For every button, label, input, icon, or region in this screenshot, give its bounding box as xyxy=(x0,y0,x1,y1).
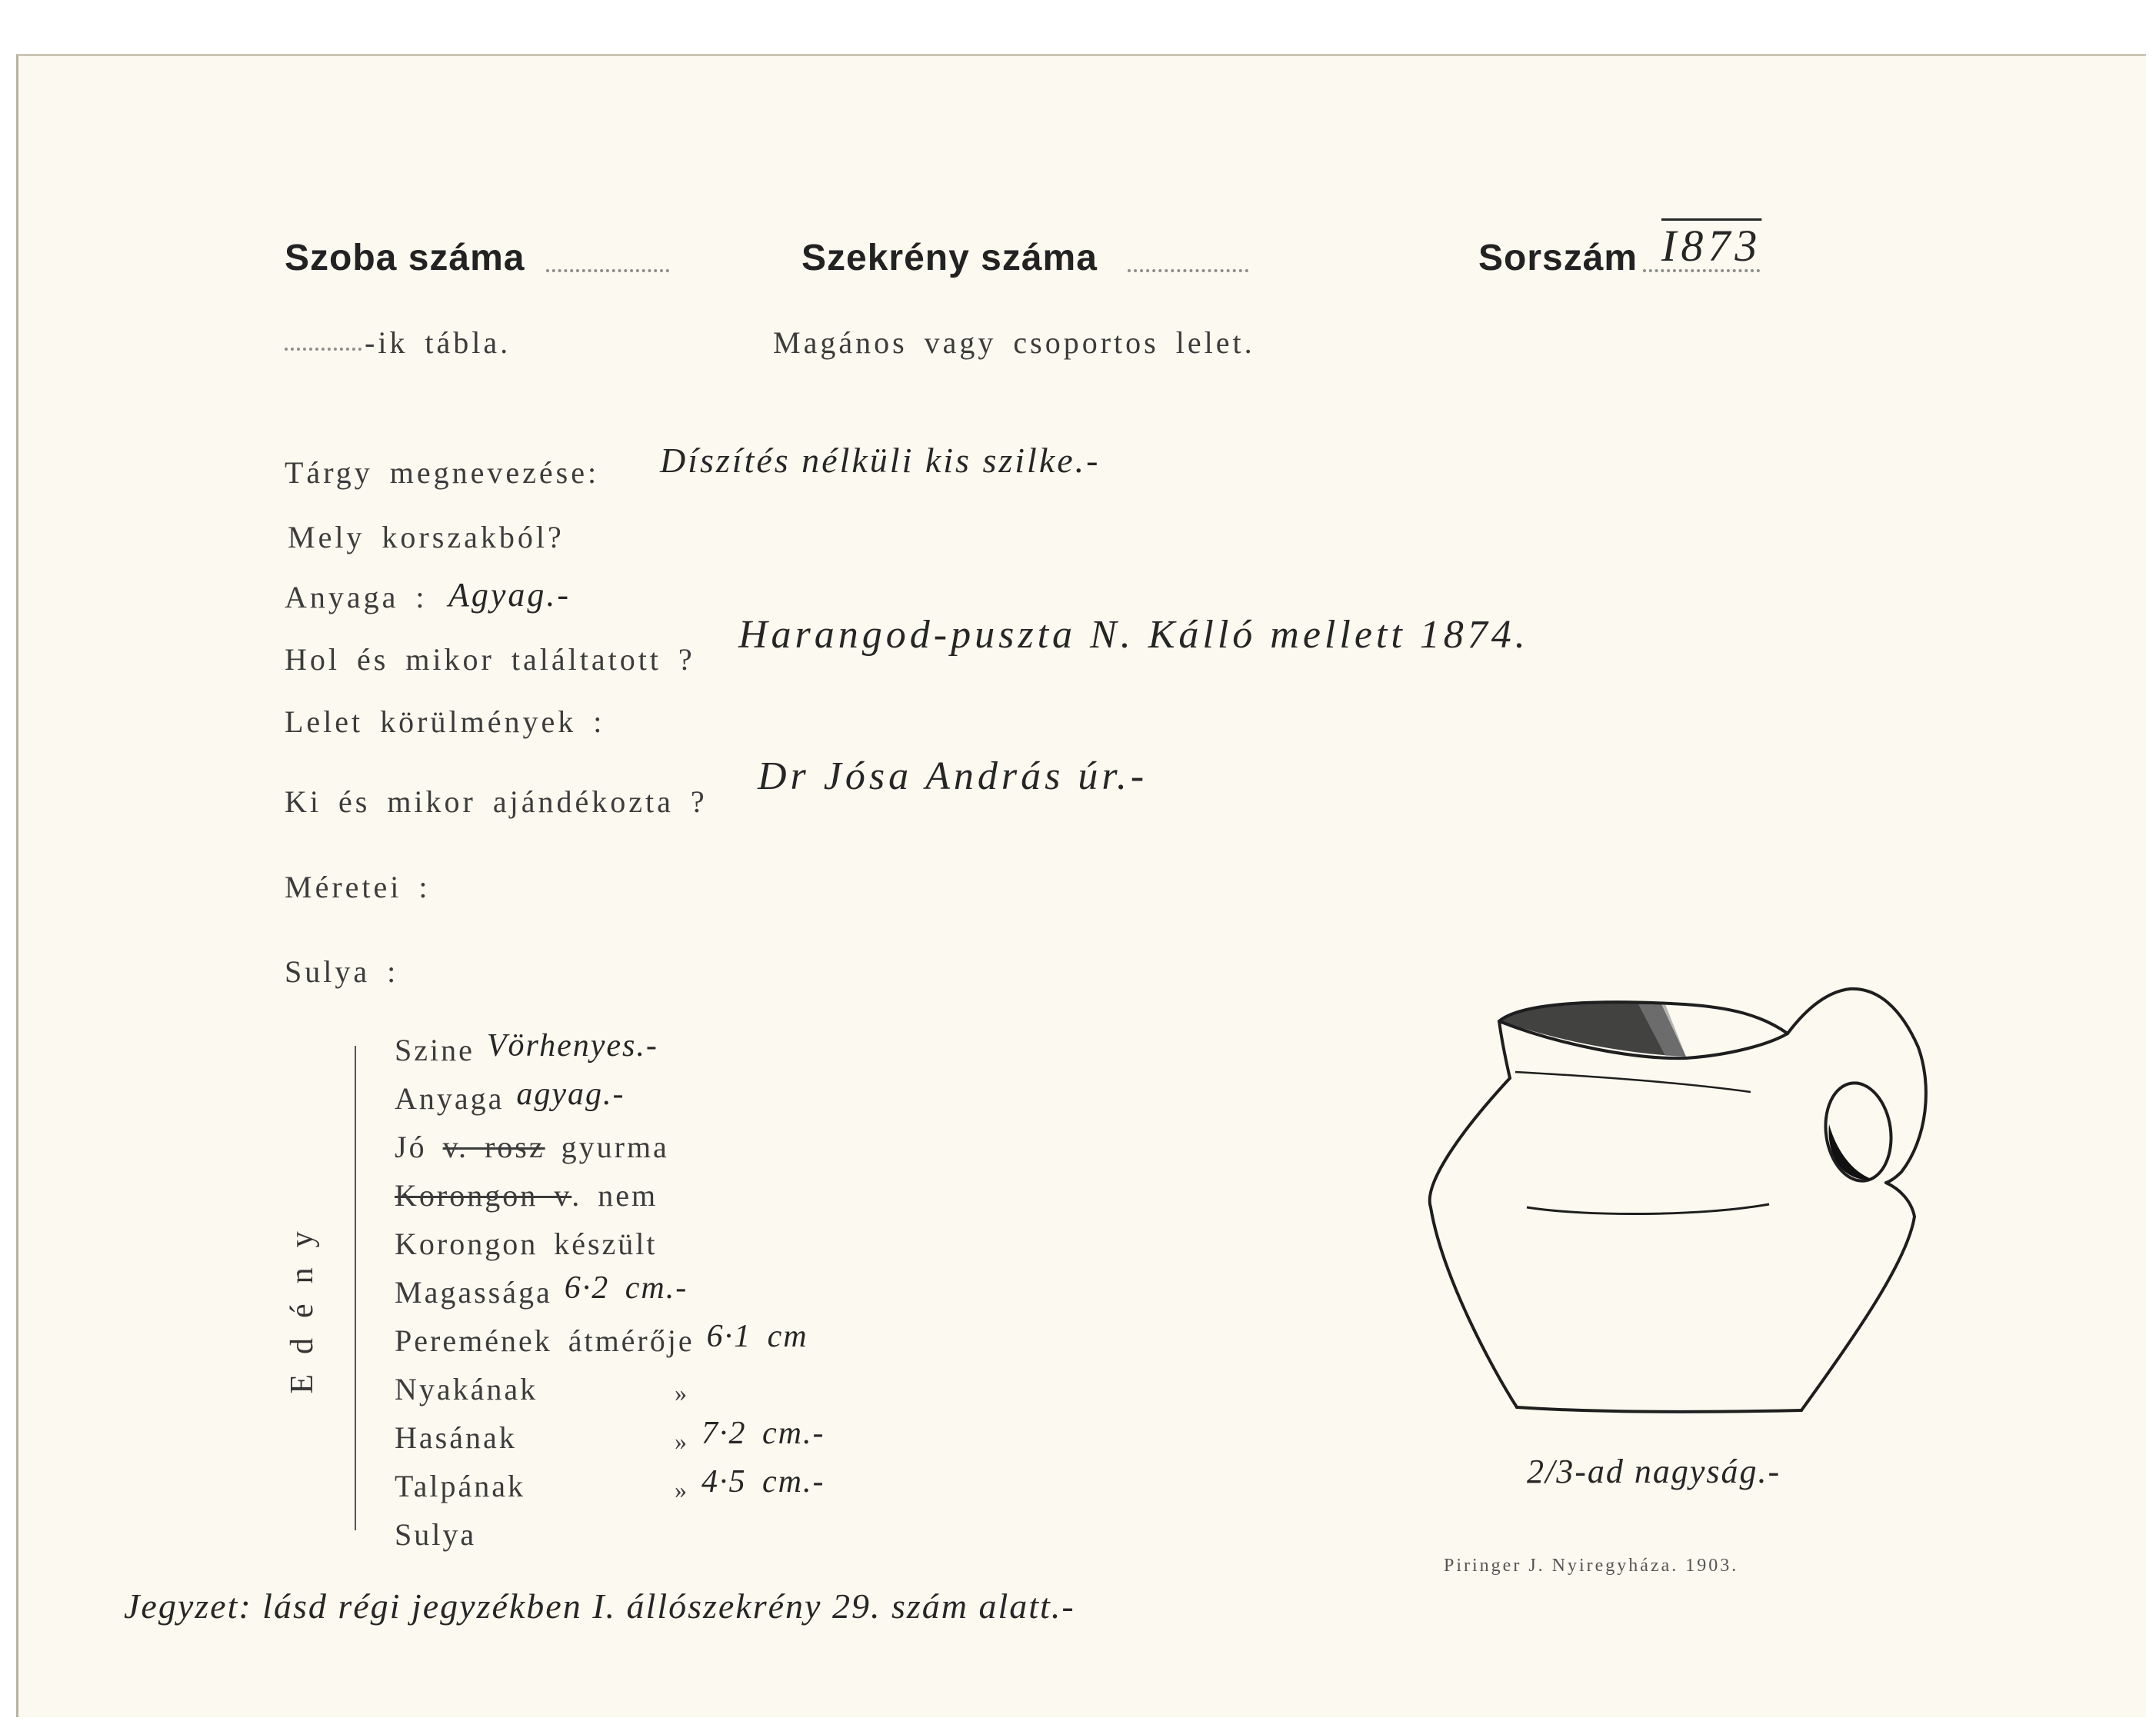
vessel-rim-value: 6·1 cm xyxy=(706,1319,808,1354)
vessel-color-row xyxy=(395,1028,1087,1081)
serial-number-value: I873 xyxy=(1661,221,1762,271)
vessel-neck-ditto: » xyxy=(675,1379,689,1406)
object-name-label: Tárgy megnevezése: xyxy=(285,455,600,490)
vessel-base-value: 4·5 cm.- xyxy=(701,1464,825,1500)
vessel-wheel-struck: Korongon v xyxy=(395,1178,572,1213)
vessel-base-row xyxy=(395,1464,1087,1517)
circumstances-label: Lelet körülmények : xyxy=(285,704,605,739)
vessel-material-value: agyag.- xyxy=(516,1077,625,1112)
vessel-clay-prefix: Jó xyxy=(395,1130,427,1164)
drawing-scale-caption: 2/3-ad nagyság.- xyxy=(1527,1453,1781,1490)
room-number-label: Szoba száma xyxy=(285,238,525,278)
find-type-label: Magános vagy csoportos lelet. xyxy=(773,325,1255,360)
vessel-color-value: Vörhenyes.- xyxy=(486,1028,658,1064)
weight-label: Sulya : xyxy=(285,954,399,989)
period-label: Mely korszakból? xyxy=(288,520,565,554)
donor-label: Ki és mikor ajándékozta ? xyxy=(285,784,708,819)
vessel-material-row xyxy=(395,1077,1087,1130)
cabinet-number-label: Szekrény száma xyxy=(801,238,1098,278)
vessel-belly-ditto: » xyxy=(675,1427,689,1455)
vessel-height-value: 6·2 cm.- xyxy=(564,1270,688,1306)
vessel-bracket-line xyxy=(355,1046,356,1530)
vessel-drawing xyxy=(1408,954,1946,1453)
object-name-value: Díszítés nélküli kis szilke.- xyxy=(660,441,1101,480)
table-number-blank xyxy=(285,348,362,351)
vessel-clay-suffix: gyurma xyxy=(561,1130,669,1164)
vessel-clay-struck: v. rosz xyxy=(442,1130,545,1164)
pot-lip-line xyxy=(1515,1072,1751,1092)
vessel-rim-row xyxy=(395,1319,1087,1372)
vessel-wheel-suffix: . nem xyxy=(571,1178,658,1213)
pot-body-left xyxy=(1430,1078,1517,1407)
vessel-weight-row xyxy=(395,1517,1087,1566)
pot-handle-shadow xyxy=(1829,1124,1874,1180)
vessel-color-label: Szine xyxy=(395,1033,475,1067)
dimensions-label: Méretei : xyxy=(285,870,431,904)
serial-number-label: Sorszám xyxy=(1478,238,1638,278)
pot-handle xyxy=(1788,989,1926,1183)
vessel-wheel-made-label: Korongon készült xyxy=(395,1227,658,1261)
vessel-wheel-made-row xyxy=(395,1227,1087,1275)
vessel-height-row xyxy=(395,1270,1087,1323)
find-place-value: Harangod-puszta N. Kálló mellett 1874. xyxy=(738,613,1529,657)
vessel-height-label: Magassága xyxy=(395,1275,552,1310)
vessel-belly-row xyxy=(395,1416,1087,1469)
vessel-material-label: Anyaga xyxy=(395,1081,505,1116)
material-value: Agyag.- xyxy=(448,576,571,614)
donor-value: Dr Jósa András úr.- xyxy=(758,754,1148,798)
cabinet-number-blank xyxy=(1128,269,1248,272)
vessel-base-label: Talpának xyxy=(395,1469,526,1503)
room-number-blank xyxy=(546,269,669,272)
vessel-weight-label: Sulya xyxy=(395,1517,477,1552)
vessel-neck-row xyxy=(395,1372,1087,1420)
vessel-belly-value: 7·2 cm.- xyxy=(701,1416,825,1451)
printer-imprint: Piringer J. Nyiregyháza. 1903. xyxy=(1444,1556,1739,1576)
pot-body-right xyxy=(1801,1183,1914,1410)
vessel-attribute-list xyxy=(395,1028,1087,1566)
pot-neck-left xyxy=(1499,1021,1510,1078)
catalog-note: Jegyzet: lásd régi jegyzékben I. állószekrény 29. szám alatt.- xyxy=(124,1586,1075,1626)
pot-base xyxy=(1517,1407,1801,1412)
vessel-rim-label: Peremének átmérője xyxy=(395,1323,695,1358)
vessel-section-label: Edény xyxy=(285,1211,320,1394)
find-place-label: Hol és mikor találtatott ? xyxy=(285,642,695,677)
vessel-neck-label: Nyakának xyxy=(395,1372,538,1406)
vessel-belly-label: Hasának xyxy=(395,1420,517,1455)
vessel-base-ditto: » xyxy=(675,1476,689,1503)
table-label: -ik tábla. xyxy=(365,325,512,360)
vessel-clay-row xyxy=(395,1130,1087,1178)
pot-groove-line xyxy=(1527,1204,1769,1214)
material-label: Anyaga : xyxy=(285,580,428,614)
vessel-wheel-row xyxy=(395,1178,1087,1227)
